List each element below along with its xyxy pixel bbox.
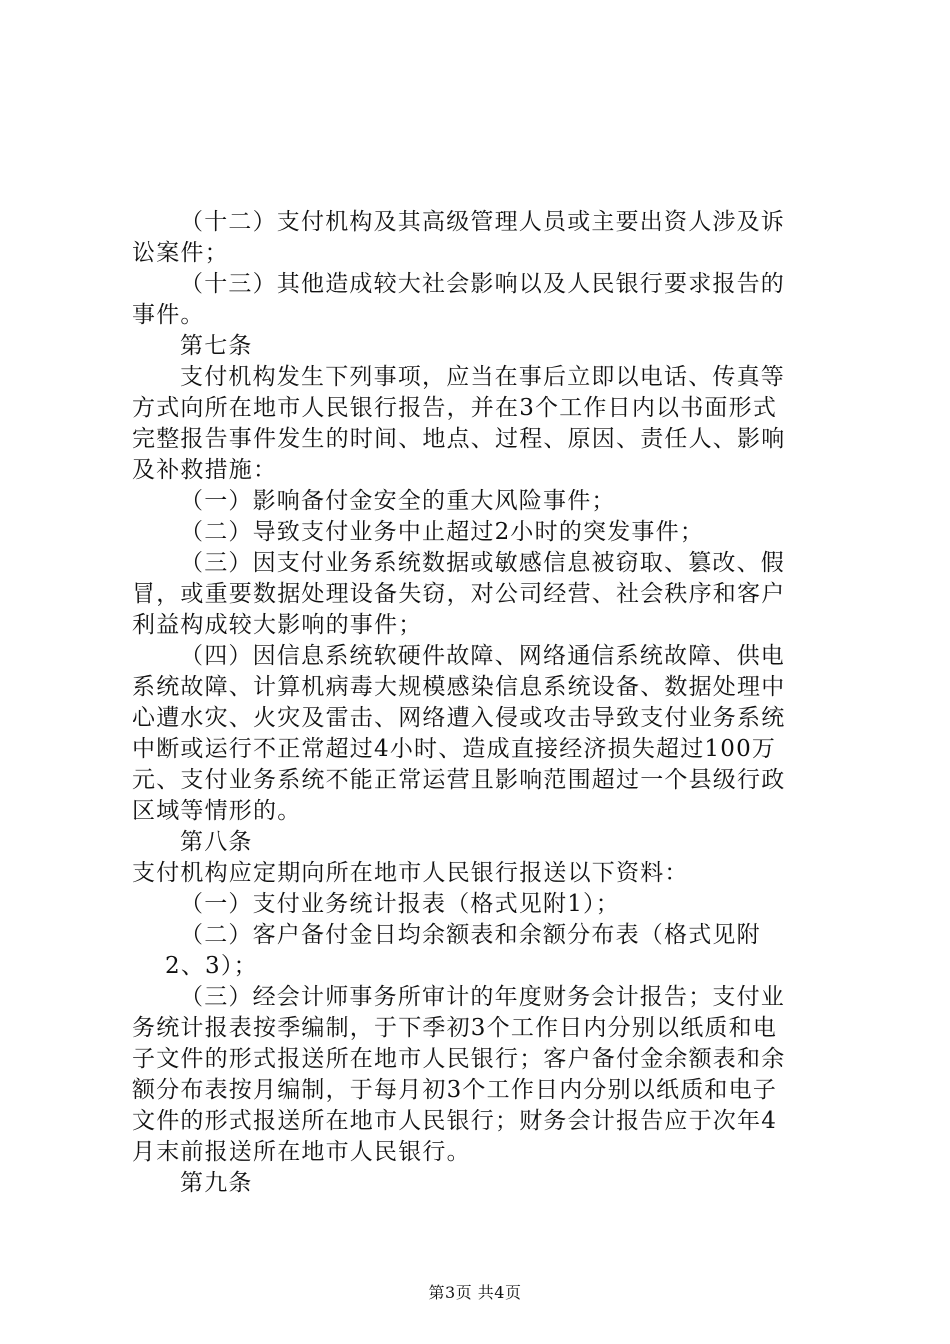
- paragraph-line: 区域等情形的。: [132, 798, 302, 824]
- paragraph-line: 文件的形式报送所在地市人民银行；财务会计报告应于次年4: [132, 1108, 778, 1134]
- paragraph-line: 利益构成较大影响的事件；: [132, 612, 423, 638]
- paragraph-line: 心遭水灾、火灾及雷击、网络遭入侵或攻击导致支付业务系统: [132, 705, 786, 731]
- paragraph-line: 额分布表按月编制，于每月初3个工作日内分别以纸质和电子: [132, 1077, 778, 1103]
- paragraph-line: （三）经会计师事务所审计的年度财务会计报告；支付业: [180, 984, 785, 1010]
- paragraph-line: （十二）支付机构及其高级管理人员或主要出资人涉及诉: [180, 209, 785, 235]
- paragraph-line: 支付机构发生下列事项，应当在事后立即以电话、传真等: [180, 364, 785, 390]
- paragraph-line: 事件。: [132, 302, 205, 328]
- paragraph-line: 及补救措施：: [132, 457, 278, 483]
- paragraph-line: 支付机构应定期向所在地市人民银行报送以下资料：: [132, 860, 689, 886]
- paragraph-line: （一）支付业务统计报表（格式见附1）；: [180, 891, 620, 917]
- paragraph-line: 月末前报送所在地市人民银行。: [132, 1139, 471, 1165]
- paragraph-line: （四）因信息系统软硬件故障、网络通信系统故障、供电: [180, 643, 785, 669]
- article-heading: 第七条: [180, 333, 253, 359]
- article-heading: 第九条: [180, 1170, 253, 1196]
- paragraph-line: 元、支付业务系统不能正常运营且影响范围超过一个县级行政: [132, 767, 786, 793]
- paragraph-line: （十三）其他造成较大社会影响以及人民银行要求报告的: [180, 271, 785, 297]
- paragraph-line: 完整报告事件发生的时间、地点、过程、原因、责任人、影响: [132, 426, 786, 452]
- paragraph-line: （三）因支付业务系统数据或敏感信息被窃取、篡改、假: [180, 550, 785, 576]
- paragraph-line: 系统故障、计算机病毒大规模感染信息系统设备、数据处理中: [132, 674, 786, 700]
- paragraph-line: 讼案件；: [132, 240, 229, 266]
- paragraph-line: （二）客户备付金日均余额表和余额分布表（格式见附: [180, 922, 761, 948]
- page-footer: 第3页 共4页: [428, 1283, 522, 1302]
- paragraph-line: 2、3）；: [165, 953, 258, 979]
- paragraph-line: 子文件的形式报送所在地市人民银行；客户备付金余额表和余: [132, 1046, 786, 1072]
- paragraph-line: 方式向所在地市人民银行报告，并在3个工作日内以书面形式: [132, 395, 778, 421]
- paragraph-line: （一）影响备付金安全的重大风险事件；: [180, 488, 616, 514]
- paragraph-line: 务统计报表按季编制，于下季初3个工作日内分别以纸质和电: [132, 1015, 778, 1041]
- article-heading: 第八条: [180, 829, 253, 855]
- paragraph-line: 中断或运行不正常超过4小时、造成直接经济损失超过100万: [132, 736, 777, 762]
- paragraph-line: 冒，或重要数据处理设备失窃，对公司经营、社会秩序和客户: [132, 581, 786, 607]
- paragraph-line: （二）导致支付业务中止超过2小时的突发事件；: [180, 519, 705, 545]
